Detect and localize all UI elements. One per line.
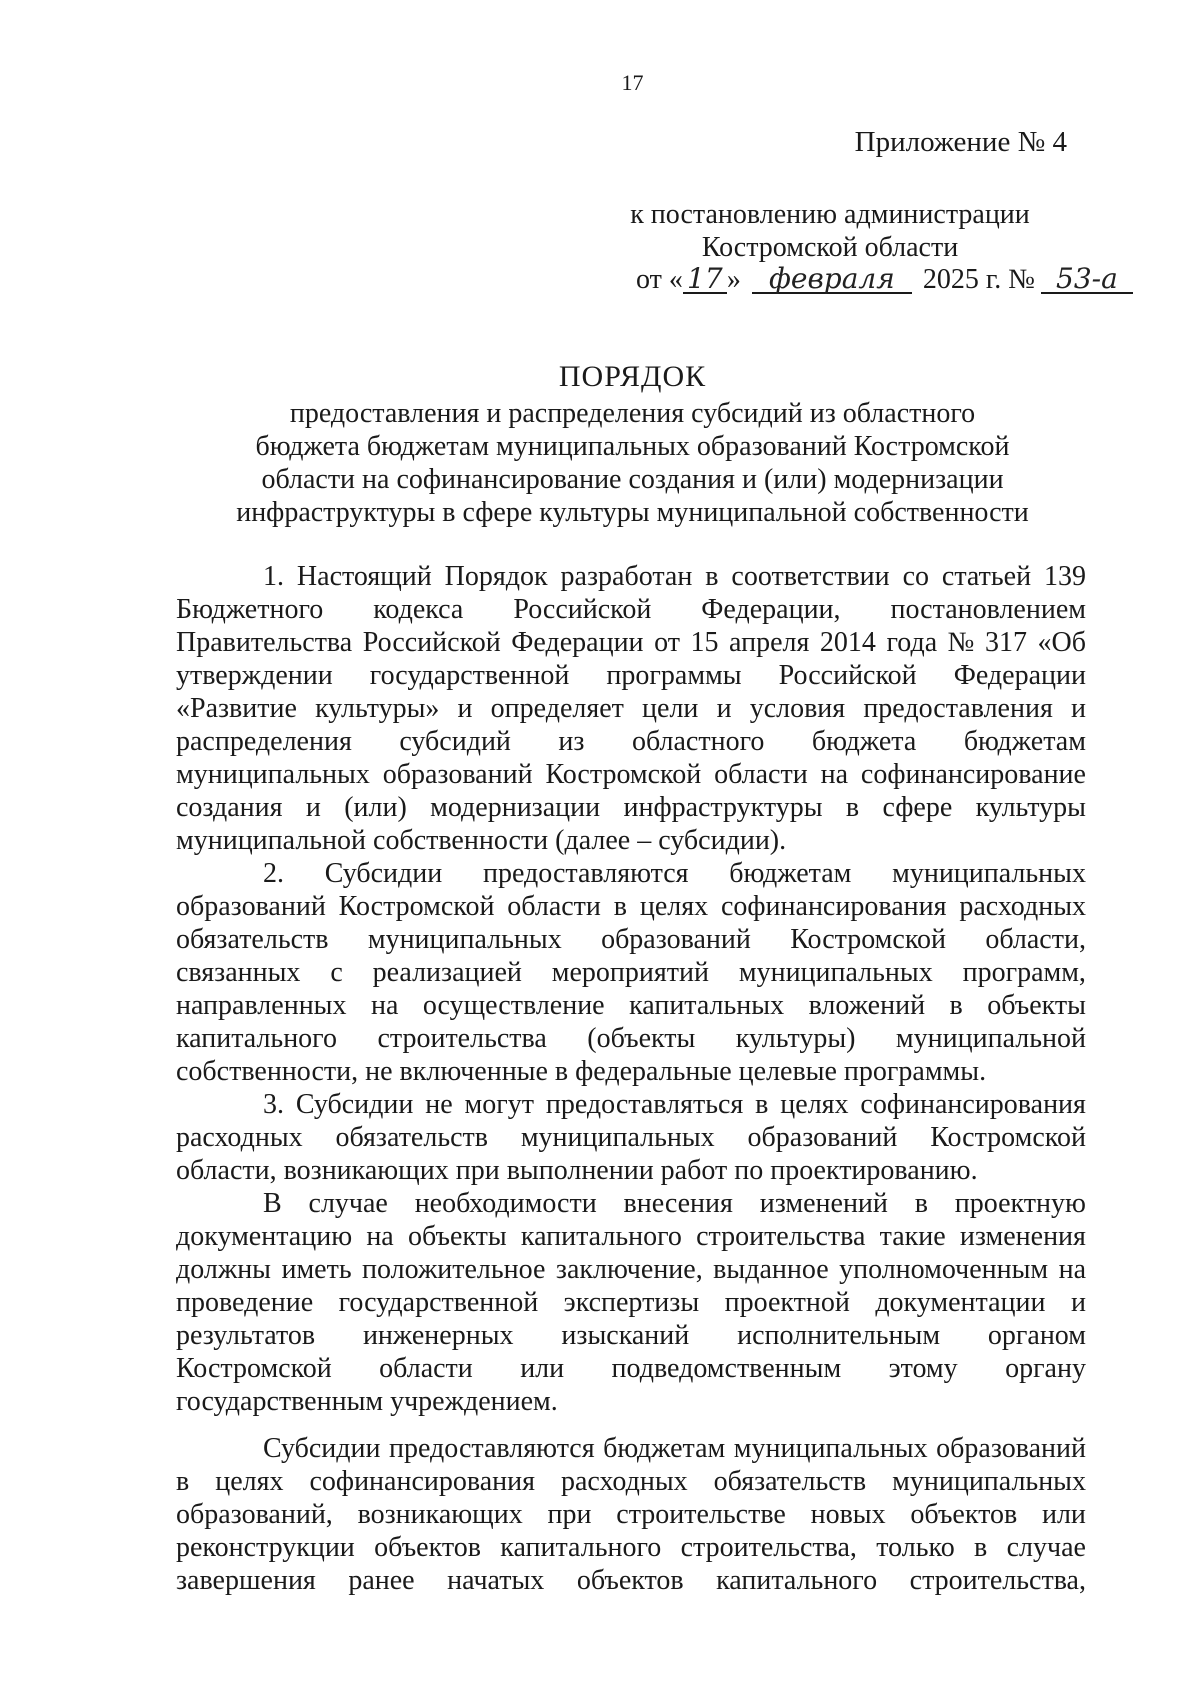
handwritten-day: 17 (683, 266, 727, 294)
body-line: завершения ранее начатых объектов капитального строительства, (176, 1565, 1086, 1596)
body-line: муниципальных образований Костромской области на софинансирование (176, 759, 1086, 790)
date-quote-close: » (726, 264, 741, 295)
handwritten-number: 53-а (1041, 266, 1133, 294)
body-line: 2. Субсидии предоставляются бюджетам муниципальных (263, 858, 1086, 889)
body-line: Субсидии предоставляются бюджетам муниципальных образований (263, 1433, 1086, 1464)
body-line: обязательств муниципальных образований Костромской области, (176, 924, 1086, 955)
page-number: 17 (621, 70, 644, 95)
body-line: утверждении государственной программы Российской Федерации (176, 660, 1086, 691)
resolution-reference (610, 198, 1050, 264)
body-line: Костромской области или подведомственным этому органу (176, 1353, 1086, 1384)
body-line: Бюджетного кодекса Российской Федерации, постановлением (176, 594, 1086, 625)
body-line: области, возникающих при выполнении работ по проектированию. (176, 1155, 978, 1186)
body-line: образований, возникающих при строительстве новых объектов или (176, 1499, 1086, 1530)
body-line: государственным учреждением. (176, 1386, 558, 1417)
document-title: ПОРЯДОК (558, 360, 707, 393)
body-line: реконструкции объектов капитального строительства, только в случае (176, 1532, 1086, 1563)
resolution-line: к постановлению администрации (630, 199, 1030, 230)
body-line: документацию на объекты капитального строительства такие изменения (176, 1221, 1086, 1252)
document-subtitle (0, 397, 1200, 529)
subtitle-line: бюджета бюджетам муниципальных образований Костромской (255, 431, 1010, 462)
body-line: Правительства Российской Федерации от 15 апреля 2014 года № 317 «Об (176, 627, 1086, 658)
resolution-date-line (636, 264, 1133, 296)
body-line: 1. Настоящий Порядок разработан в соответствии со статьей 139 (263, 561, 1086, 592)
subtitle-line: предоставления и распределения субсидий из областного (289, 398, 976, 429)
body-line: распределения субсидий из областного бюджета бюджетам (176, 726, 1086, 757)
body-line: собственности, не включенные в федеральные целевые программы. (176, 1056, 987, 1087)
body-line: образований Костромской области в целях софинансирования расходных (176, 891, 1086, 922)
body-line: в целях софинансирования расходных обязательств муниципальных (176, 1466, 1086, 1497)
body-line: расходных обязательств муниципальных образований Костромской (176, 1122, 1086, 1153)
paragraph-gap (176, 1418, 1086, 1432)
body-line: направленных на осуществление капитальных вложений в объекты (176, 990, 1086, 1021)
date-year: 2025 г. № (922, 264, 1035, 295)
document-body (176, 560, 1086, 1597)
date-prefix: от « (636, 264, 683, 295)
body-line: муниципальной собственности (далее – субсидии). (176, 825, 787, 856)
subtitle-line: области на софинансирование создания и (или) модернизации (261, 464, 1004, 495)
handwritten-month: февраля (752, 266, 912, 294)
subtitle-line: инфраструктуры в сфере культуры муниципальной собственности (236, 497, 1029, 528)
body-line: 3. Субсидии не могут предоставляться в целях софинансирования (263, 1089, 1086, 1120)
body-line: В случае необходимости внесения изменений в проектную (263, 1188, 1086, 1219)
body-line: капитального строительства (объекты культуры) муниципальной (176, 1023, 1086, 1054)
body-line: связанных с реализацией мероприятий муниципальных программ, (176, 957, 1086, 988)
appendix-label: Приложение № 4 (854, 126, 1067, 158)
resolution-line: Костромской области (701, 232, 959, 263)
body-line: результатов инженерных изысканий исполнительным органом (176, 1320, 1086, 1351)
body-line: «Развитие культуры» и определяет цели и условия предоставления и (176, 693, 1086, 724)
body-line: должны иметь положительное заключение, выданное уполномоченным на (176, 1254, 1086, 1285)
body-line: создания и (или) модернизации инфраструктуры в сфере культуры (176, 792, 1086, 823)
body-line: проведение государственной экспертизы проектной документации и (176, 1287, 1086, 1318)
